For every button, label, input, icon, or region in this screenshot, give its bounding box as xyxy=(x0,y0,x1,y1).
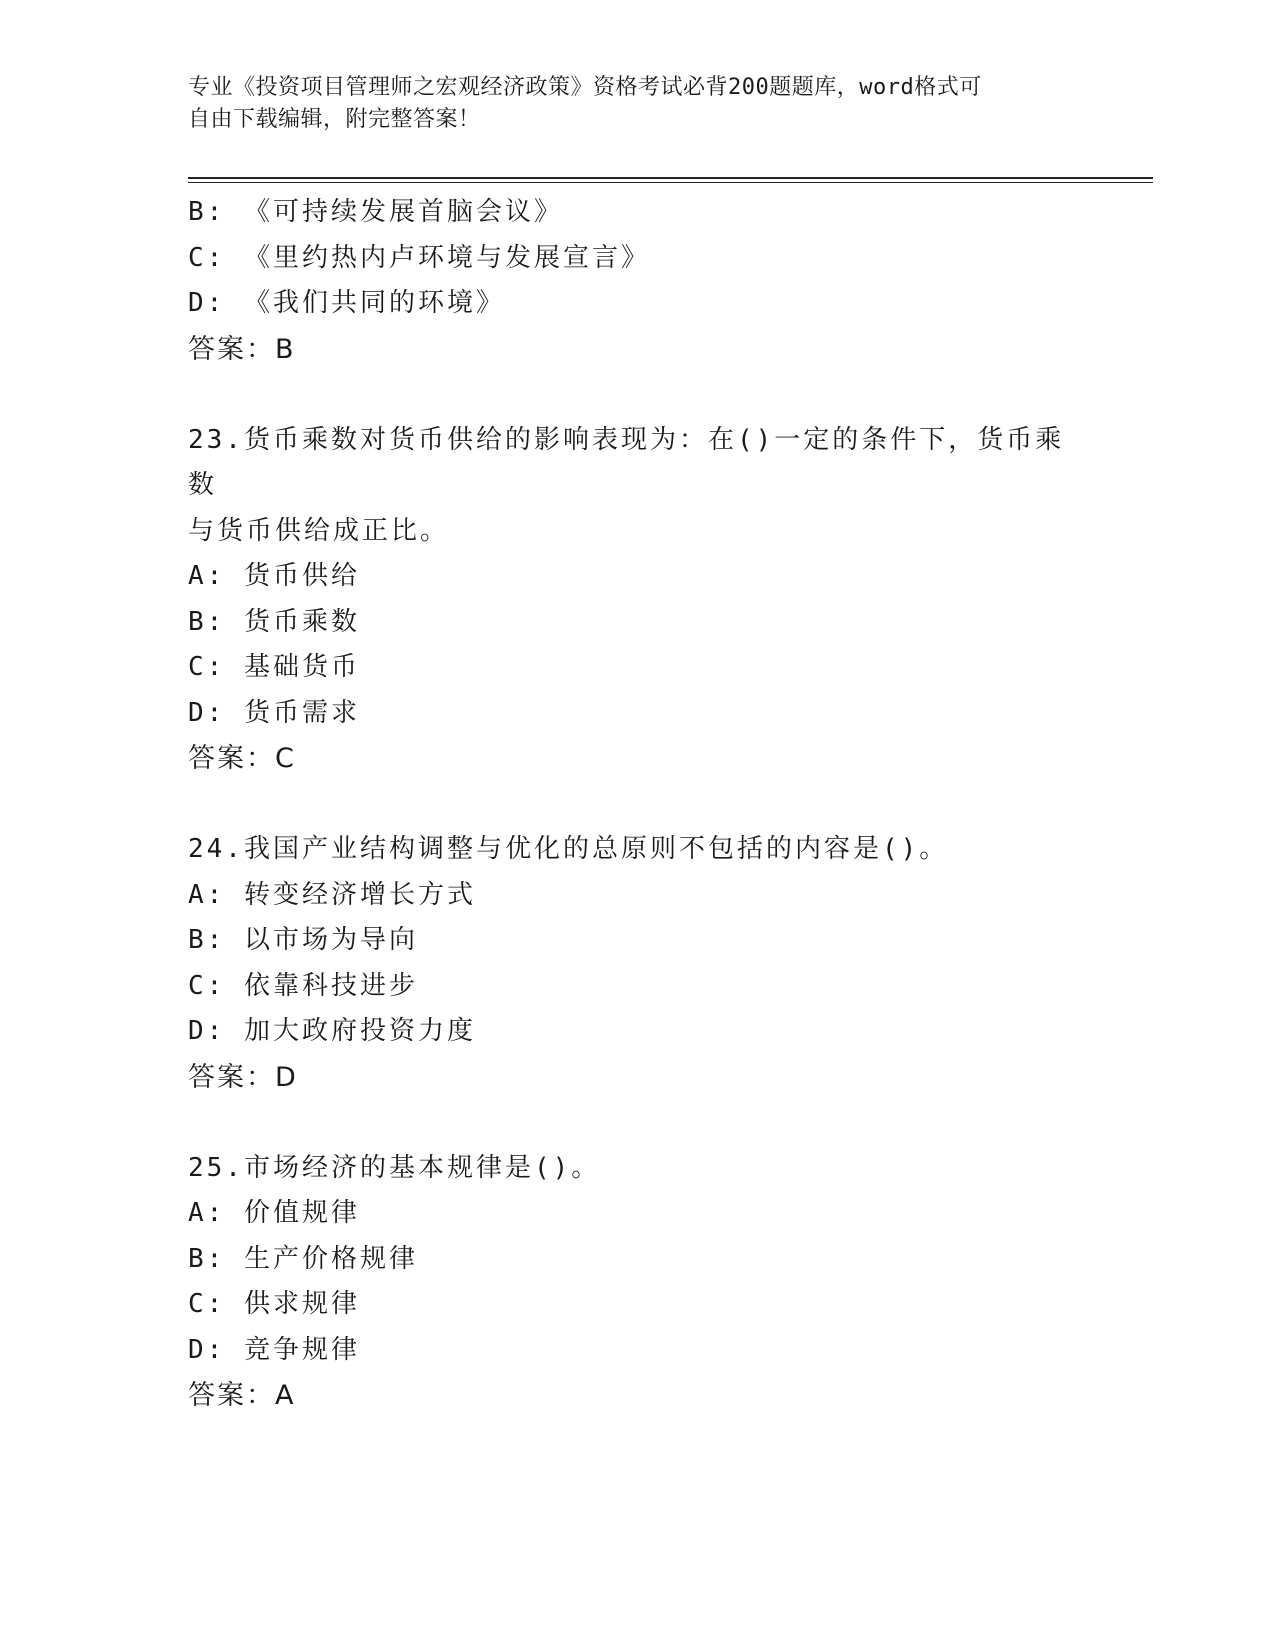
spacer xyxy=(188,782,1088,828)
option-d: D: 加大政府投资力度 xyxy=(188,1016,476,1046)
question-24 xyxy=(188,827,1088,1100)
header-divider-thin xyxy=(188,182,1153,183)
option-c: C: 依靠科技进步 xyxy=(188,970,418,1001)
answer-line: 答案：D xyxy=(188,1061,298,1093)
option-b: B: 货币乘数 xyxy=(188,606,360,637)
question-23 xyxy=(188,418,1088,782)
answer-line: 答案：B xyxy=(188,333,296,365)
option-c: C: 基础货币 xyxy=(188,652,360,682)
question-stem-line-2: 与货币供给成正比。 xyxy=(188,515,450,546)
option-d: D: 竞争规律 xyxy=(188,1334,360,1365)
option-a: A: 转变经济增长方式 xyxy=(188,879,476,910)
header-line-1: 专业《投资项目管理师之宏观经济政策》资格考试必背200题题库，word格式可 xyxy=(188,75,982,100)
answer-line: 答案：C xyxy=(188,743,296,774)
question-stem-line-1: 23.货币乘数对货币供给的影响表现为：在()一定的条件下，货币乘数 xyxy=(188,424,1065,500)
option-c: C: 供求规律 xyxy=(188,1289,360,1319)
document-header xyxy=(188,72,1088,136)
header-divider-thick xyxy=(188,177,1153,179)
header-line-2: 自由下载编辑，附完整答案！ xyxy=(188,107,481,132)
answer-line: 答案：A xyxy=(188,1380,296,1411)
question-25 xyxy=(188,1146,1088,1419)
question-stem-line-1: 24.我国产业结构调整与优化的总原则不包括的内容是()。 xyxy=(188,834,949,864)
option-d: D: 《我们共同的环境》 xyxy=(188,288,505,318)
option-a: A: 货币供给 xyxy=(188,561,360,591)
question-continued xyxy=(188,190,1088,372)
option-b: B: 以市场为导向 xyxy=(188,925,418,955)
spacer xyxy=(188,372,1088,418)
option-b: B: 《可持续发展首脑会议》 xyxy=(188,197,563,227)
option-c: C: 《里约热内卢环境与发展宣言》 xyxy=(188,242,650,273)
question-list xyxy=(188,190,1088,1419)
option-d: D: 货币需求 xyxy=(188,697,360,728)
question-stem-line-1: 25.市场经济的基本规律是()。 xyxy=(188,1152,601,1183)
option-b: B: 生产价格规律 xyxy=(188,1243,418,1274)
option-a: A: 价值规律 xyxy=(188,1198,360,1228)
spacer xyxy=(188,1100,1088,1146)
